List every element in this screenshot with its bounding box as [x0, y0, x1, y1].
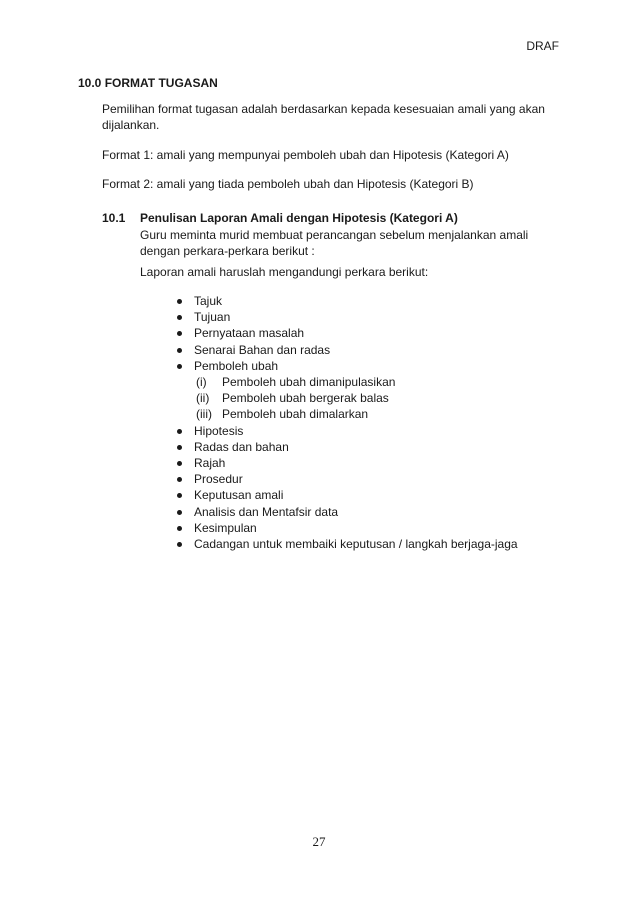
list-item: Cadangan untuk membaiki keputusan / langkah berjaga-jaga — [176, 536, 518, 552]
report-items-list — [176, 293, 518, 552]
draft-label: DRAF — [526, 39, 559, 53]
variable-item — [176, 406, 518, 422]
section-title: 10.0 FORMAT TUGASAN — [78, 76, 218, 90]
list-lead-text: Laporan amali haruslah mengandungi perkara berikut: — [140, 265, 429, 279]
list-item: Rajah — [176, 455, 518, 471]
section-intro: Pemilihan format tugasan adalah berdasarkan kepada kesesuaian amali yang akan dijalankan. — [102, 102, 545, 132]
variable-label: Pemboleh ubah dimanipulasikan — [222, 375, 396, 390]
variable-item — [176, 390, 518, 406]
subsection-title: Penulisan Laporan Amali dengan Hipotesis (Kategori A) — [140, 211, 458, 225]
list-item: Pemboleh ubah — [176, 358, 518, 374]
list-item: Kesimpulan — [176, 520, 518, 536]
list-item: Pernyataan masalah — [176, 325, 518, 341]
list-item: Analisis dan Mentafsir data — [176, 504, 518, 520]
format-2-text: Format 2: amali yang tiada pemboleh ubah dan Hipotesis (Kategori B) — [102, 177, 474, 191]
variable-item — [176, 374, 518, 390]
variable-label: Pemboleh ubah bergerak balas — [222, 391, 389, 406]
variable-label: Pemboleh ubah dimalarkan — [222, 407, 369, 422]
subsection-number: 10.1 — [102, 211, 126, 225]
list-item: Prosedur — [176, 471, 518, 487]
list-item: Keputusan amali — [176, 487, 518, 503]
list-item: Tajuk — [176, 293, 518, 309]
list-item: Tujuan — [176, 309, 518, 325]
page-number: 27 — [312, 834, 326, 849]
list-item: Hipotesis — [176, 423, 518, 439]
variable-numeral: (i) — [196, 375, 207, 390]
variable-numeral: (iii) — [196, 407, 212, 422]
subsection-description: Guru meminta murid membuat perancangan sebelum menjalankan amali dengan perkara-perkara berikut : — [140, 228, 529, 258]
list-item: Senarai Bahan dan radas — [176, 342, 518, 358]
format-1-text: Format 1: amali yang mempunyai pemboleh ubah dan Hipotesis (Kategori A) — [102, 148, 509, 162]
variable-numeral: (ii) — [196, 391, 210, 406]
list-item: Radas dan bahan — [176, 439, 518, 455]
